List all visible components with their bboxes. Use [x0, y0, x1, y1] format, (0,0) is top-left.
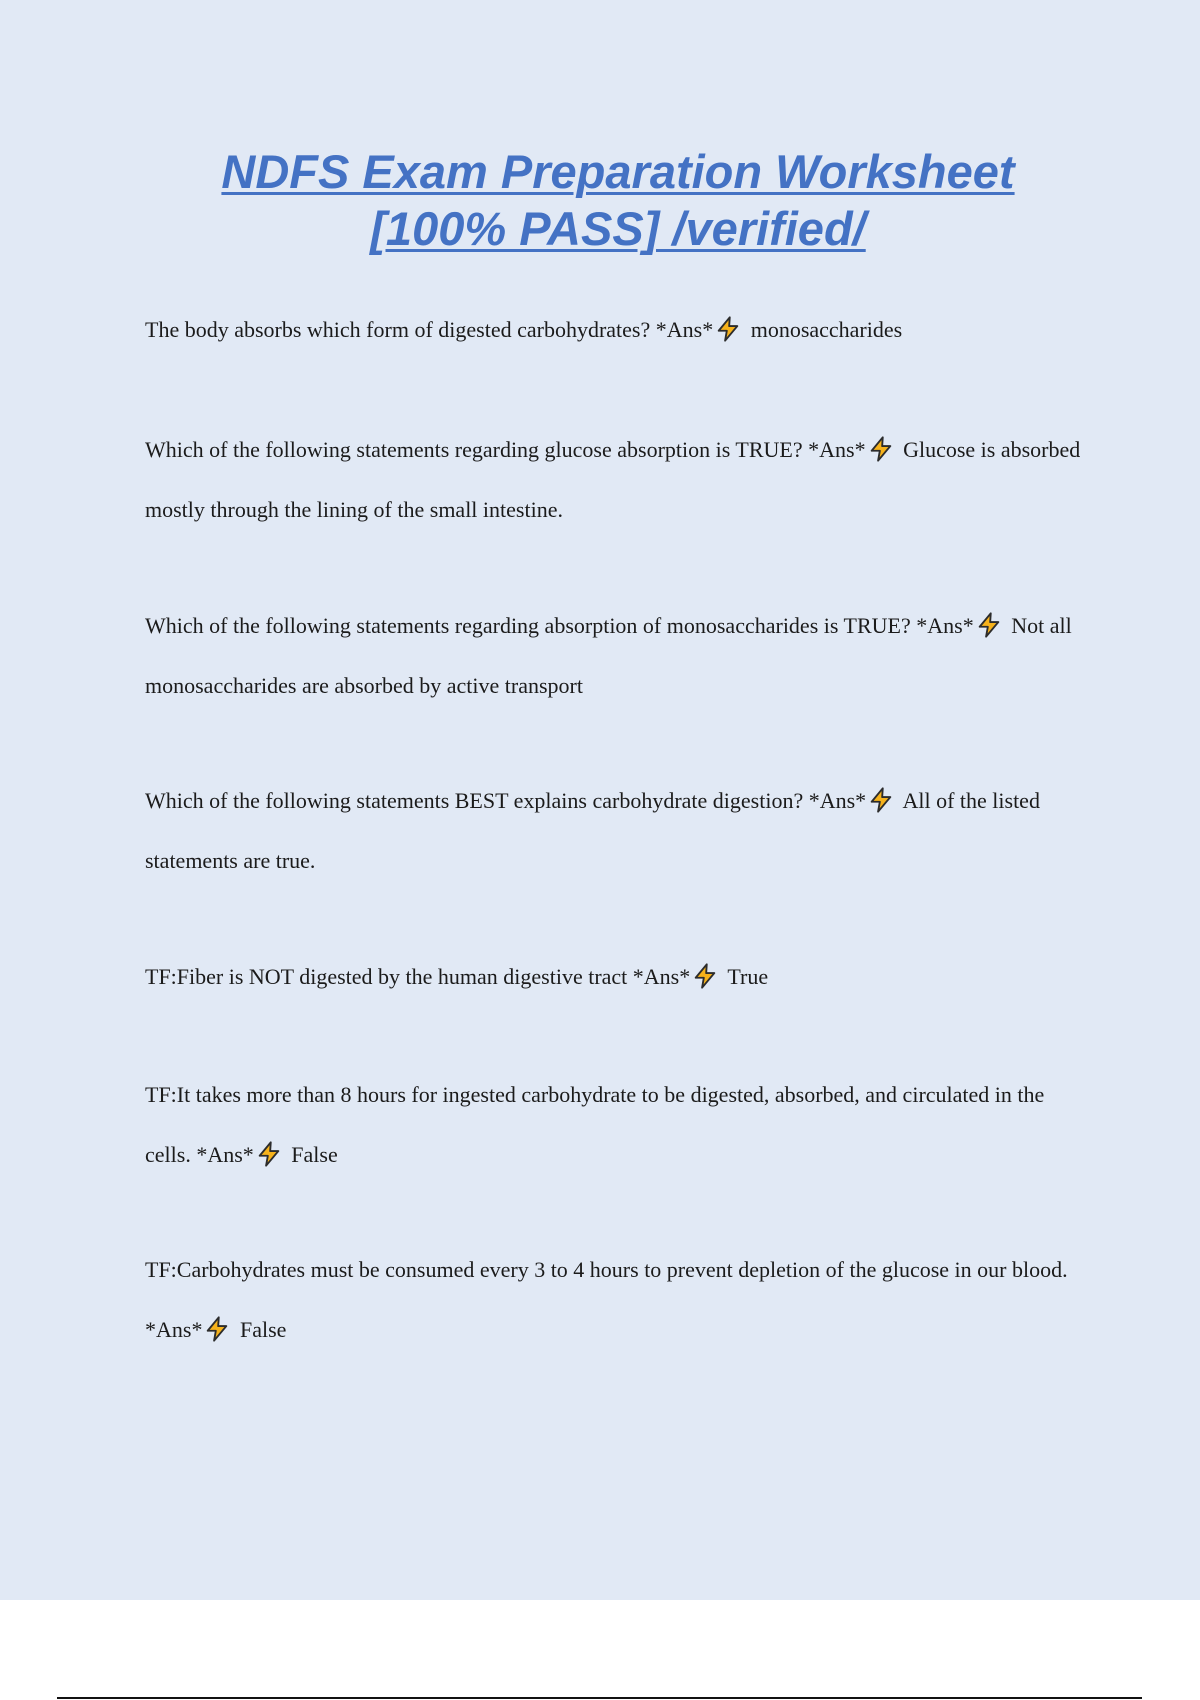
question-text: Which of the following statements BEST explains carbohydrate digestion?	[145, 788, 804, 813]
qa-item	[145, 420, 1090, 540]
qa-item	[145, 1065, 1090, 1185]
qa-item	[145, 771, 1090, 891]
answer-text: False	[291, 1142, 338, 1167]
qa-item	[145, 300, 1090, 360]
answer-marker: *Ans*	[196, 1142, 254, 1167]
question-text: Which of the following statements regarding absorption of monosaccharides is TRUE?	[145, 613, 911, 638]
qa-item	[145, 947, 1090, 1007]
answer-marker: *Ans*	[655, 317, 714, 342]
answer-marker: *Ans*	[808, 788, 867, 813]
answer-text: False	[239, 1317, 287, 1342]
qa-item	[145, 596, 1090, 716]
answer-marker: *Ans*	[808, 437, 866, 462]
answer-marker: *Ans*	[145, 1317, 203, 1342]
document-title: NDFS Exam Preparation Worksheet [100% PASS] /verified/	[221, 145, 1015, 255]
lightning-bolt-icon	[203, 1315, 231, 1343]
answer-marker: *Ans*	[916, 613, 974, 638]
qa-item	[145, 1240, 1090, 1360]
lightning-bolt-icon	[975, 611, 1003, 639]
question-text: TF:Carbohydrates must be consumed every 3 to 4 hours to prevent depletion of the glucose in our blood.	[145, 1257, 1068, 1282]
answer-text: True	[727, 964, 769, 989]
footer-divider	[57, 1697, 1142, 1699]
answer-text: All of the listed statements are true.	[145, 788, 1040, 873]
question-text: The body absorbs which form of digested carbohydrates?	[145, 317, 651, 342]
question-text: Which of the following statements regarding glucose absorption is TRUE?	[145, 437, 803, 462]
answer-text: Glucose is absorbed mostly through the lining of the small intestine.	[145, 437, 1081, 522]
lightning-bolt-icon	[867, 786, 895, 814]
answer-text: Not all monosaccharides are absorbed by active transport	[145, 613, 1072, 698]
question-text: TF:Fiber is NOT digested by the human digestive tract	[145, 964, 628, 989]
lightning-bolt-icon	[867, 435, 895, 463]
answer-marker: *Ans*	[632, 964, 691, 989]
lightning-bolt-icon	[691, 962, 719, 990]
question-text: TF:It takes more than 8 hours for ingested carbohydrate to be digested, absorbed, and circulated in the cells.	[145, 1082, 1045, 1167]
lightning-bolt-icon	[714, 315, 742, 343]
answer-text: monosaccharides	[750, 317, 903, 342]
lightning-bolt-icon	[255, 1140, 283, 1168]
